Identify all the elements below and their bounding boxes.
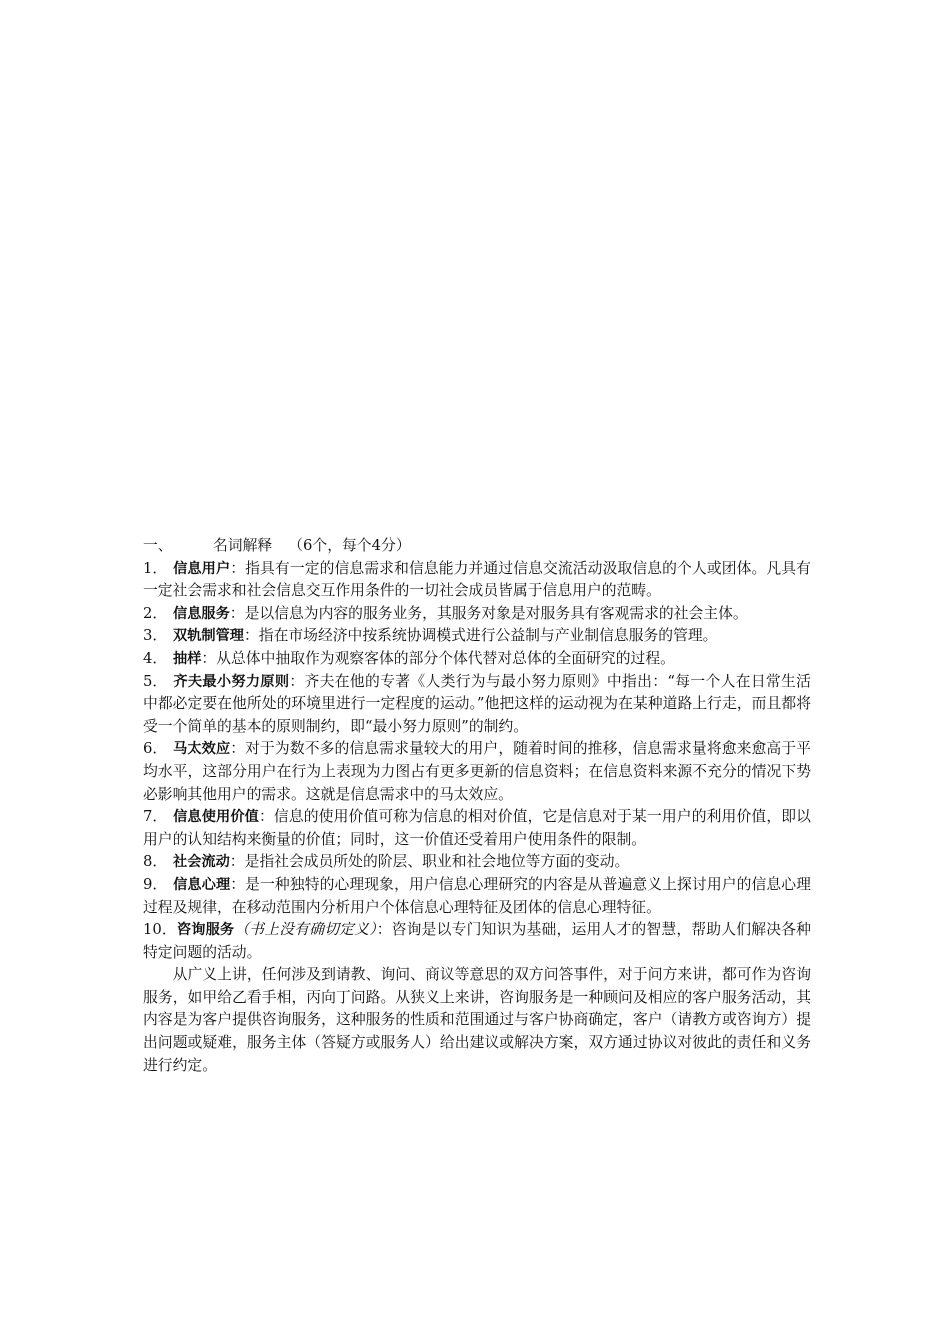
- definition-term: 信息心理: [173, 876, 231, 893]
- definition-body: 是一种独特的心理现象，用户信息心理研究的内容是从普遍意义上探讨用户的信息心理过程及规律，在移动范围内分析用户个体信息心理特征及团体的信息心理特征。: [143, 875, 811, 916]
- definition-entry-2: 2． 信息服务：是以信息为内容的服务业务，其服务对象是对服务具有客观需求的社会主体。: [143, 604, 748, 622]
- section-heading: [143, 535, 811, 558]
- definition-body: 是以信息为内容的服务业务，其服务对象是对服务具有客观需求的社会主体。: [244, 604, 748, 622]
- definition-entry-9: 9． 信息心理：是一种独特的心理现象，用户信息心理研究的内容是从普遍意义上探讨用户的信息心理过程及规律，在移动范围内分析用户个体信息心理特征及团体的信息心理特征。: [143, 875, 811, 916]
- section-number: 一、: [143, 537, 173, 554]
- definition-body: 指具有一定的信息需求和信息能力并通过信息交流活动汲取信息的个人或团体。凡具有一定社会需求和社会信息交互作用条件的一切社会成员皆属于信息用户的范畴。: [143, 559, 811, 600]
- definition-term: 咨询服务: [176, 922, 235, 939]
- definition-body: 指在市场经济中按系统协调模式进行公益制与产业制信息服务的管理。: [258, 627, 718, 645]
- definition-term: 抽样: [173, 650, 202, 667]
- definition-term: 齐夫最小努力原则: [173, 673, 290, 690]
- definition-body: 信息的使用价值可称为信息的相对价值，它是信息对于某一用户的利用价值，即以用户的认知结构来衡量的价值；同时，这一价值还受着用户使用条件的限制。: [143, 808, 811, 848]
- definition-term: 信息服务: [173, 605, 230, 622]
- definition-entry-8: 8． 社会流动：是指社会成员所处的阶层、职业和社会地位等方面的变动。: [143, 853, 630, 871]
- definition-body: 是指社会成员所处的阶层、职业和社会地位等方面的变动。: [244, 853, 630, 871]
- definition-entry-5: 5． 齐夫最小努力原则：齐夫在他的专著《人类行为与最小努力原则》中指出：“每一个人在日常生活中都必定要在他所处的环境里进行一定程度的运动。”他把这样的运动视为在某种道路上行走，而且都将受一个简单的基本的原则制约，即“最小努力原则”的制约。: [143, 672, 811, 735]
- section-title: 名词解释: [213, 537, 273, 554]
- definition-term: 马太效应: [173, 741, 231, 758]
- section-subtitle: （6个，每个4分）: [288, 537, 411, 554]
- definition-body: 对于为数不多的信息需求量较大的用户，随着时间的推移，信息需求量将愈来愈高于平均水平，这部分用户在行为上表现为力图占有更多更新的信息资料；在信息资料来源不充分的情况下势必影响其他用户的需求。这就是信息需求中的马太效应。: [143, 740, 811, 803]
- definition-entry-4: 4． 抽样：从总体中抽取作为观察客体的部分个体代替对总体的全面研究的过程。: [143, 649, 675, 667]
- body-paragraph: 从广义上讲，任何涉及到请教、询问、商议等意思的双方问答事件，对于问方来讲，都可作为咨询服务，如甲给乙看手相，丙向丁问路。从狭义上来讲，咨询服务是一种顾问及相应的客户服务活动，其内容是为客户提供咨询服务，这种服务的性质和范围通过与客户协商确定，客户（请教方或咨询方）提出问题或疑难，服务主体（答疑方或服务人）给出建议或解决方案，双方通过协议对彼此的责任和义务进行约定。: [143, 966, 811, 1074]
- definition-body: 从总体中抽取作为观察客体的部分个体代替对总体的全面研究的过程。: [216, 649, 675, 667]
- definition-term: 社会流动: [173, 854, 230, 871]
- definition-entry-1: 1． 信息用户：指具有一定的信息需求和信息能力并通过信息交流活动汲取信息的个人或团体。凡具有一定社会需求和社会信息交互作用条件的一切社会成员皆属于信息用户的范畴。: [143, 559, 811, 600]
- definition-term: 双轨制管理: [173, 628, 244, 645]
- definition-entry-3: 3． 双轨制管理：指在市场经济中按系统协调模式进行公益制与产业制信息服务的管理。: [143, 627, 718, 645]
- document-body: [143, 535, 811, 1077]
- definition-term: 信息使用价值: [173, 809, 259, 826]
- definition-entry-7: 7． 信息使用价值：信息的使用价值可称为信息的相对价值，它是信息对于某一用户的利用价值，即以用户的认知结构来衡量的价值；同时，这一价值还受着用户使用条件的限制。: [143, 808, 811, 848]
- definition-term: 信息用户: [173, 560, 231, 577]
- definition-body: 咨询是以专门知识为基础，运用人才的智慧，帮助人们解决各种特定问题的活动。: [143, 921, 811, 961]
- definition-note: （书上没有确切定义）: [234, 921, 377, 939]
- definition-entry-6: 6． 马太效应：对于为数不多的信息需求量较大的用户，随着时间的推移，信息需求量将愈来愈高于平均水平，这部分用户在行为上表现为力图占有更多更新的信息资料；在信息资料来源不充分的情况下势必影响其他用户的需求。这就是信息需求中的马太效应。: [143, 740, 811, 803]
- definition-body: 齐夫在他的专著《人类行为与最小努力原则》中指出：“每一个人在日常生活中都必定要在他所处的环境里进行一定程度的运动。”他把这样的运动视为在某种道路上行走，而且都将受一个简单的基本的原则制约，即“最小努力原则”的制约。: [143, 672, 811, 735]
- definition-entry-10: 10．咨询服务（书上没有确切定义）：咨询是以专门知识为基础，运用人才的智慧，帮助人们解决各种特定问题的活动。: [143, 921, 811, 961]
